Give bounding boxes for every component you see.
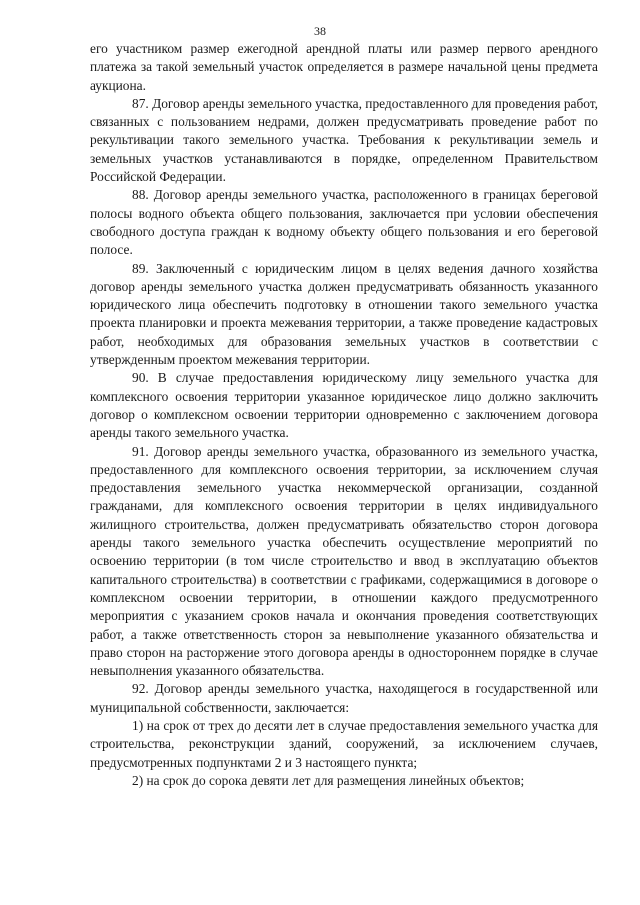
document-body bbox=[90, 40, 598, 790]
paragraph-89: 89. Заключенный с юридическим лицом в целях ведения дачного хозяйства договор аренды земельного участка должен предусматривать обязанность указанного юридического лица обеспечить подготовку в отношении такого земельного участка проекта планировки и проекта межевания территории, а также проведение кадастровых работ, необходимых для образования земельных участков в соответствии с утвержденным проектом межевания территории. bbox=[90, 260, 598, 368]
paragraph-87: 87. Договор аренды земельного участка, предоставленного для проведения работ, связанных с пользованием недрами, должен предусматривать проведение работ по рекультивации такого земельного участка. Требования к рекультивации земель и земельных участков устанавливаются в порядке, определенном Правительством Российской Федерации. bbox=[90, 95, 598, 185]
page-number: 38 bbox=[314, 24, 326, 38]
subitem-92-2: 2) на срок до сорока девяти лет для размещения линейных объектов; bbox=[132, 772, 525, 788]
paragraph-92: 92. Договор аренды земельного участка, находящегося в государственной или муниципальной собственности, заключается: bbox=[90, 681, 598, 715]
paragraph-91: 91. Договор аренды земельного участка, образованного из земельного участка, предоставленного для комплексного освоения территории, за исключением случая предоставления земельного участка некоммерческой организации, созданной гражданами, для комплексного освоения территории в целях индивидуального жилищного строительства, должен предусматривать обязательство сторон договора аренды такого земельного участка обеспечить осуществление мероприятий по освоению территории (в том числе строительство и ввод в эксплуатацию объектов капитального строительства) в соответствии с графиками, содержащимися в договоре о комплексном освоении территории, в отношении каждого предусмотренного мероприятия с указанием сроков начала и окончания проведения соответствующих работ, а также ответственность сторон за невыполнение указанного обязательства и право сторон на расторжение этого договора аренды в одностороннем порядке в случае невыполнения указанного обязательства. bbox=[90, 443, 598, 679]
paragraph-continuation: его участником размер ежегодной арендной платы или размер первого арендного платежа за такой земельный участок определяется в размере начальной цены предмета аукциона. bbox=[90, 41, 598, 93]
subitem-92-1: 1) на срок от трех до десяти лет в случае предоставления земельного участка для строительства, реконструкции зданий, сооружений, за исключением случаев, предусмотренных подпунктами 2 и 3 настоящего пункта; bbox=[90, 717, 598, 770]
paragraph-90: 90. В случае предоставления юридическому лицу земельного участка для комплексного освоения территории указанное юридическое лицо должно заключить договор о комплексном освоении территории одновременно с заключением договора аренды такого земельного участка. bbox=[90, 370, 598, 441]
paragraph-88: 88. Договор аренды земельного участка, расположенного в границах береговой полосы водного объекта общего пользования, заключается при условии обеспечения свободного доступа граждан к водному объекту общего пользования и его береговой полосе. bbox=[90, 187, 598, 258]
